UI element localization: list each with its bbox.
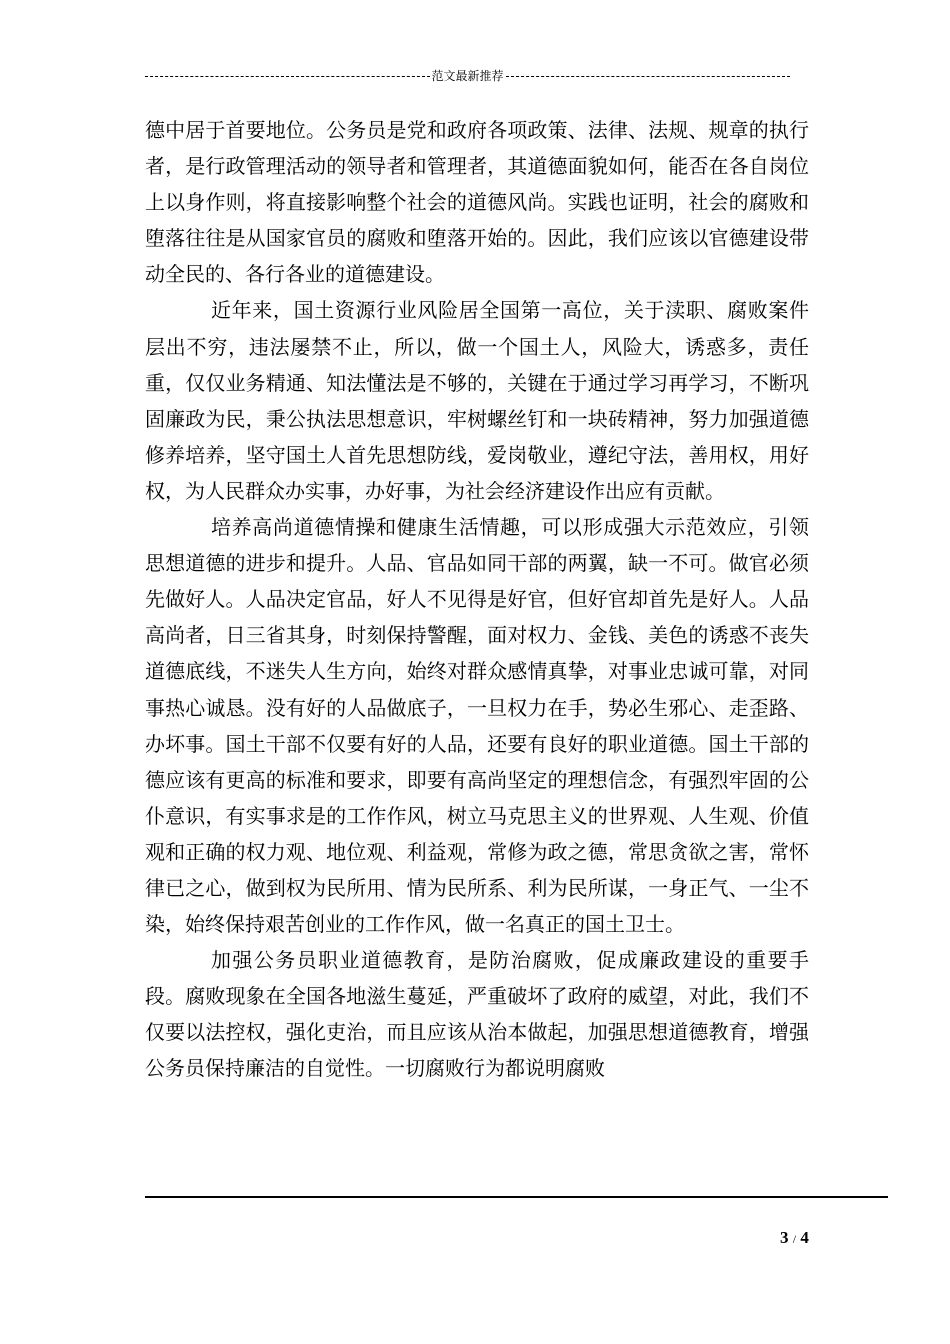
footer-rule — [145, 1196, 888, 1198]
page-number — [780, 1228, 809, 1248]
header-label: 范文最新推荐 — [431, 69, 504, 83]
paragraph-education: 加强公务员职业道德教育，是防治腐败，促成廉政建设的重要手段。腐败现象在全国各地滋生蔓延，严重破坏了政府的威望，对此，我们不仅要以法控权，强化吏治，而且应该从治本做起，加强思想道德教育，增强公务员保持廉洁的自觉性。一切腐败行为都说明腐败 — [145, 948, 809, 1081]
paragraph-morality: 培养高尚道德情操和健康生活情趣，可以形成强大示范效应，引领思想道德的进步和提升。人品、官品如同干部的两翼，缺一不可。做官必须先做好人。人品决定官品，好人不见得是好官，但好官却首先是好人。人品高尚者，日三省其身，时刻保持警醒，面对权力、金钱、美色的诱惑不丧失道德底线，不迷失人生方向，始终对群众感情真挚，对事业忠诚可靠，对同事热心诚恳。没有好的人品做底子，一旦权力在手，势必生邪心、走歪路、办坏事。国土干部不仅要有好的人品，还要有良好的职业道德。国土干部的德应该有更高的标准和要求，即要有高尚坚定的理想信念，有强烈牢固的公仆意识，有实事求是的工作作风，树立马克思主义的世界观、人生观、价值观和正确的权力观、地位观、利益观，常修为政之德，常思贪欲之害，常怀律已之心，做到权为民所用、情为民所系、利为民所谋，一身正气、一尘不染，始终保持艰苦创业的工作作风，做一名真正的国土卫士。 — [145, 515, 809, 937]
total-pages: 4 — [800, 1228, 809, 1247]
paragraph-continuation: 德中居于首要地位。公务员是党和政府各项政策、法律、法规、规章的执行者，是行政管理活动的领导者和管理者，其道德面貌如何，能否在各自岗位上以身作则，将直接影响整个社会的道德风尚。实践也证明，社会的腐败和堕落往往是从国家官员的腐败和堕落开始的。因此，我们应该以官德建设带动全民的、各行各业的道德建设。 — [145, 118, 809, 287]
header-dash-right — [506, 76, 791, 77]
current-page: 3 — [780, 1228, 789, 1247]
page-separator: / — [792, 1232, 797, 1246]
page-header — [145, 64, 790, 88]
paragraph-risk: 近年来，国土资源行业风险居全国第一高位，关于渎职、腐败案件层出不穷，违法屡禁不止，所以，做一个国土人，风险大，诱惑多，责任重，仅仅业务精通、知法懂法是不够的，关键在于通过学习再学习，不断巩固廉政为民，秉公执法思想意识，牢树螺丝钉和一块砖精神，努力加强道德修养培养，坚守国土人首先思想防线，爱岗敬业，遵纪守法，善用权，用好权，为人民群众办实事，办好事，为社会经济建设作出应有贡献。 — [145, 298, 809, 503]
header-dash-left — [145, 76, 430, 77]
document-body — [145, 112, 809, 1087]
